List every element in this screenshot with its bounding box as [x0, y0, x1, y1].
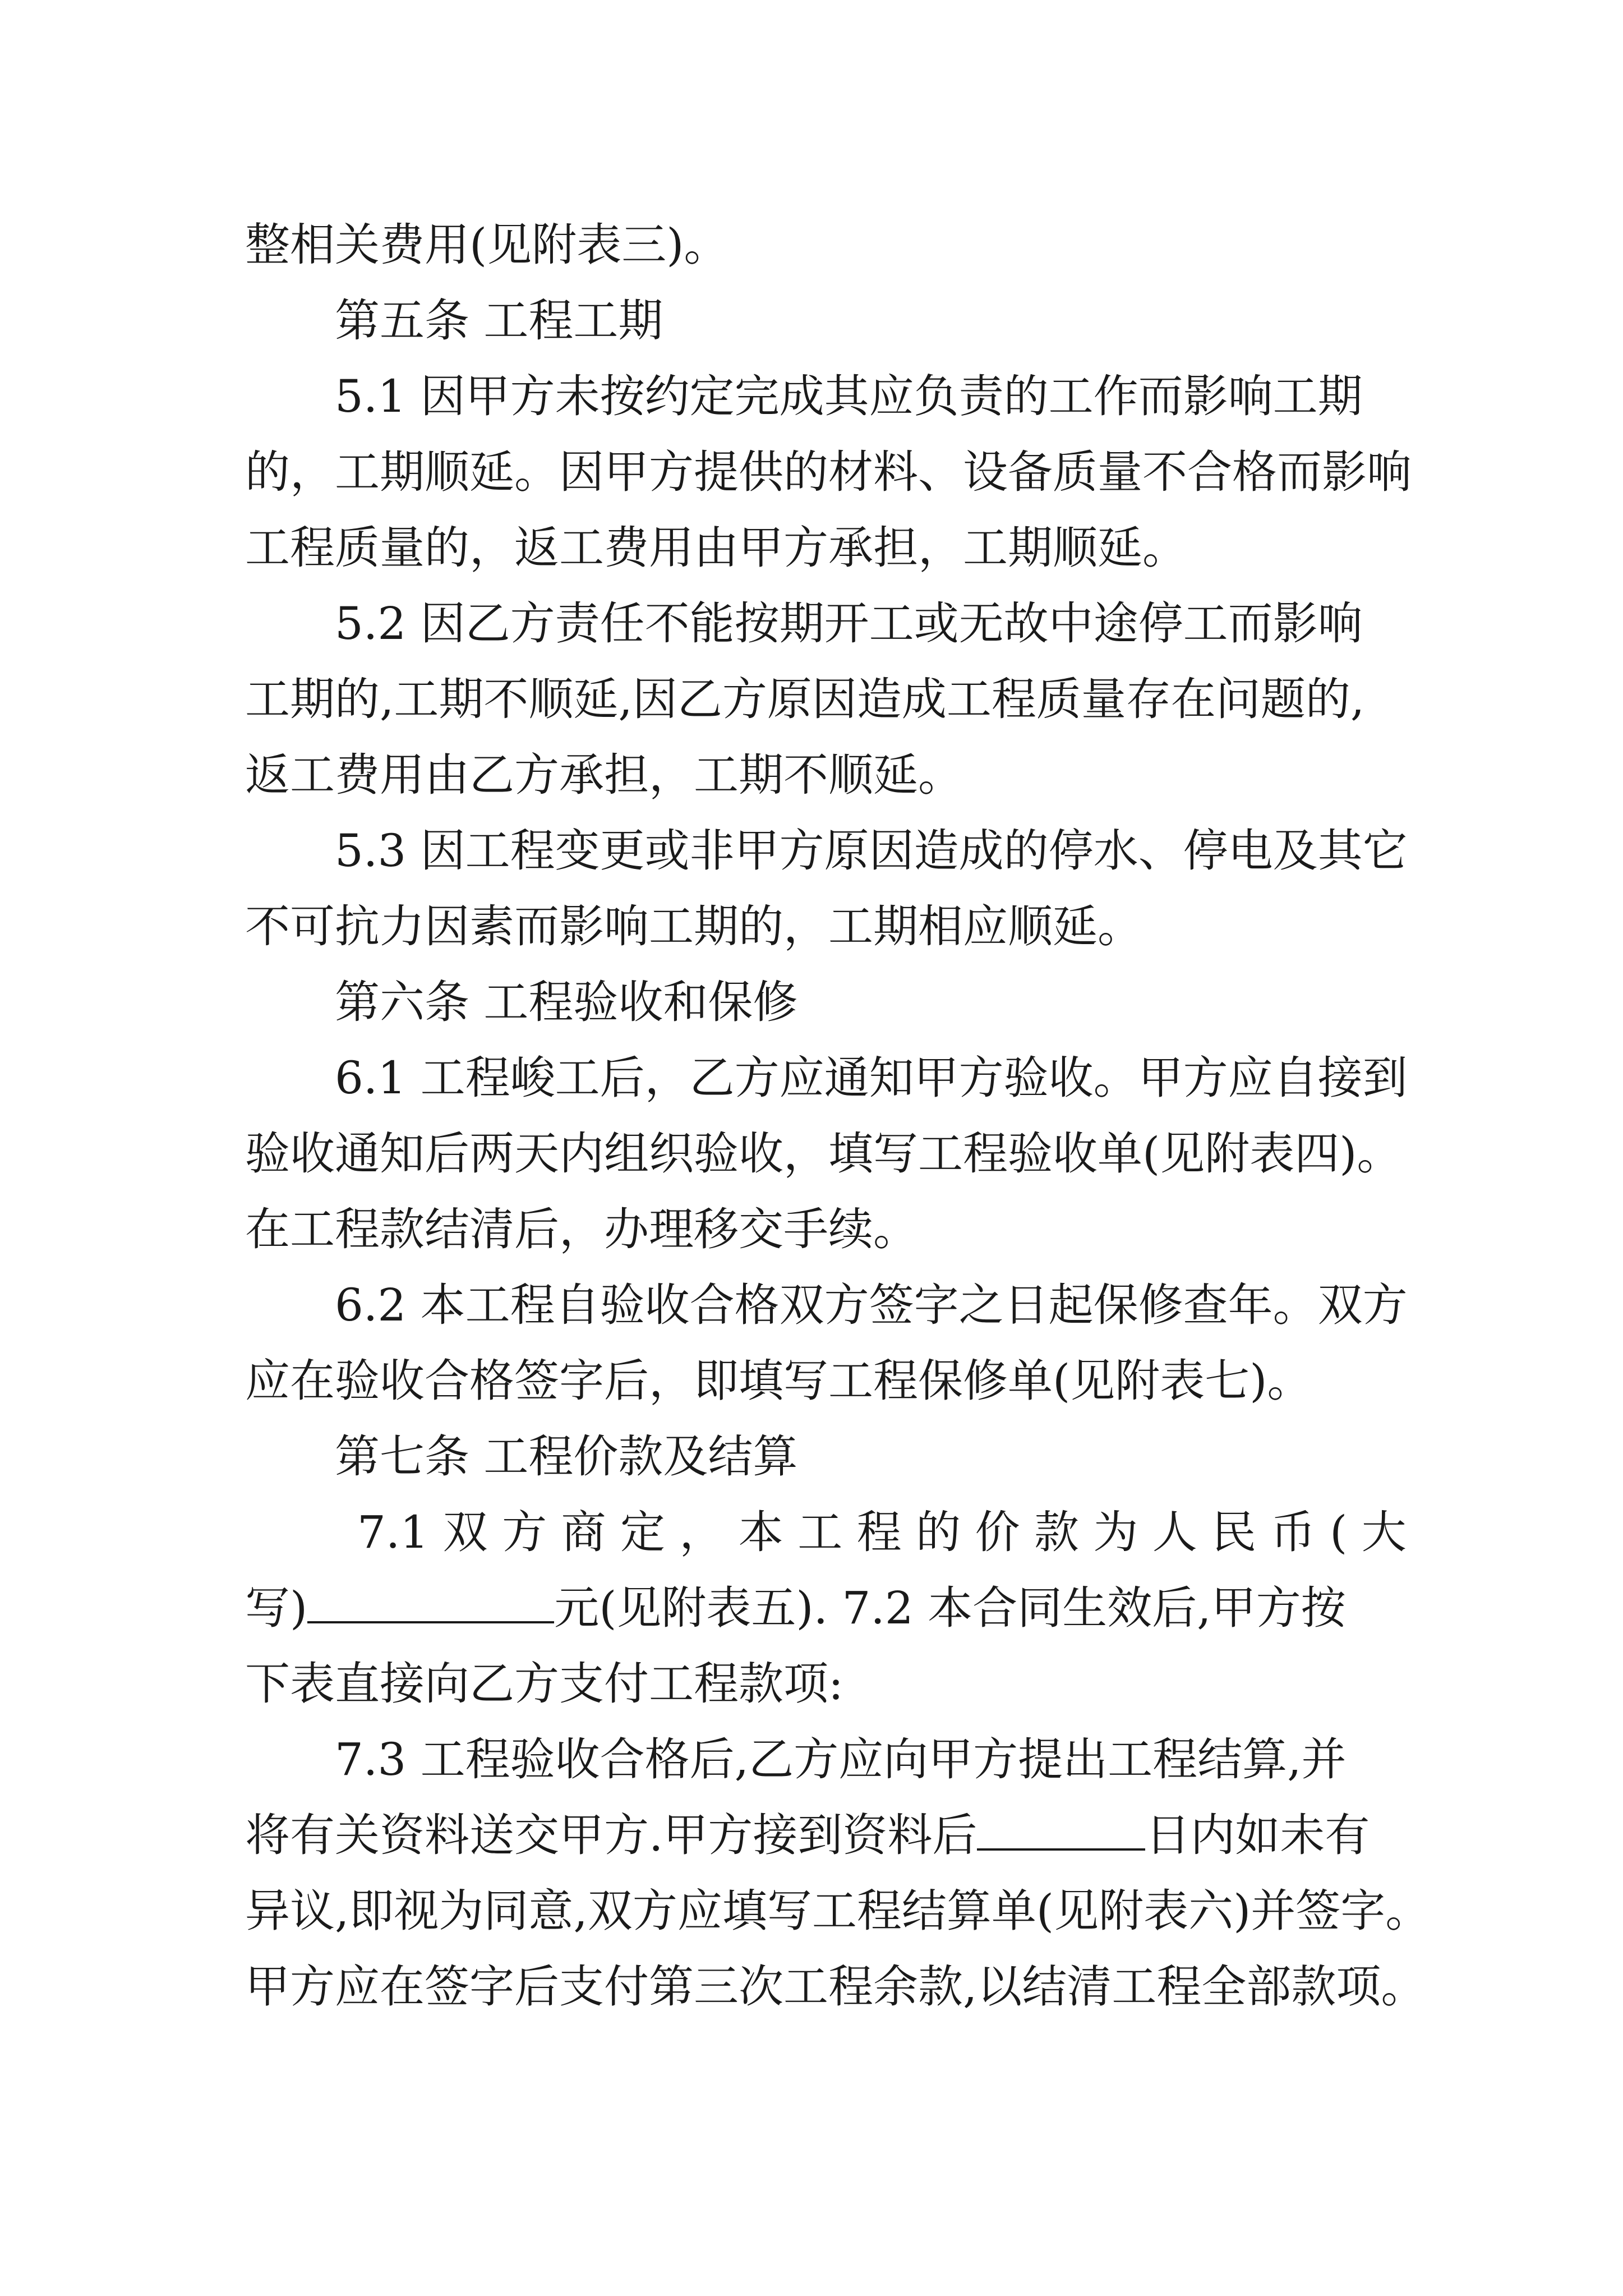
text-fragment: 元(见附表五). 7.2 本合同生效后,甲方按 — [554, 1582, 1346, 1634]
text-line: 工期的,工期不顺延,因乙方原因造成工程质量存在问题的, — [245, 673, 1365, 725]
text-line: 异议,即视为同意,双方应填写工程结算单(见附表六)并签字。 — [245, 1885, 1431, 1937]
article-5-heading: 第五条 工程工期 — [335, 295, 663, 347]
article-6-heading: 第六条 工程验收和保修 — [335, 976, 798, 1028]
text-line: 验收通知后两天内组织验收，填写工程验收单(见附表四)。 — [245, 1128, 1402, 1180]
text-fragment: 将有关资料送交甲方.甲方接到资料后 — [245, 1809, 978, 1861]
article-7-heading: 第七条 工程价款及结算 — [335, 1430, 798, 1483]
amount-blank — [307, 1582, 554, 1623]
text-fragment: 日内如未有 — [1145, 1809, 1370, 1861]
text-line: 工程质量的，返工费用由甲方承担，工期顺延。 — [245, 522, 1187, 574]
text-line: 整相关费用(见附表三)。 — [245, 219, 729, 271]
text-line-with-blank — [245, 1793, 1389, 1878]
text-line: 7.1 双 方 商 定 ， 本 工 程 的 价 款 为 人 民 币 ( 大 — [357, 1506, 1407, 1558]
text-line: 不可抗力因素而影响工期的，工期相应顺延。 — [245, 900, 1142, 953]
text-line: 5.1 因甲方未按约定完成其应负责的工作而影响工期 — [335, 370, 1363, 422]
text-line: 的，工期顺延。因甲方提供的材料、设备质量不合格而影响 — [245, 446, 1412, 498]
text-line: 6.1 工程峻工后，乙方应通知甲方验收。甲方应自接到 — [335, 1052, 1408, 1104]
text-line: 7.3 工程验收合格后,乙方应向甲方提出工程结算,并 — [335, 1733, 1347, 1786]
text-line-with-blank — [245, 1566, 1389, 1650]
text-line: 5.3 因工程变更或非甲方原因造成的停水、停电及其它 — [335, 825, 1408, 877]
text-line: 在工程款结清后，办理移交手续。 — [245, 1203, 918, 1255]
days-blank — [977, 1809, 1145, 1851]
text-line: 6.2 本工程自验收合格双方签字之日起保修查年。双方 — [335, 1279, 1408, 1331]
text-line: 下表直接向乙方支付工程款项: — [245, 1658, 843, 1710]
text-line: 返工费用由乙方承担，工期不顺延。 — [245, 749, 963, 801]
text-line: 甲方应在签字后支付第三次工程余款,以结清工程全部款项。 — [245, 1961, 1426, 2013]
text-line: 应在验收合格签字后，即填写工程保修单(见附表七)。 — [245, 1355, 1312, 1407]
text-line: 5.2 因乙方责任不能按期开工或无故中途停工而影响 — [335, 597, 1363, 650]
text-fragment: 写) — [245, 1582, 308, 1634]
